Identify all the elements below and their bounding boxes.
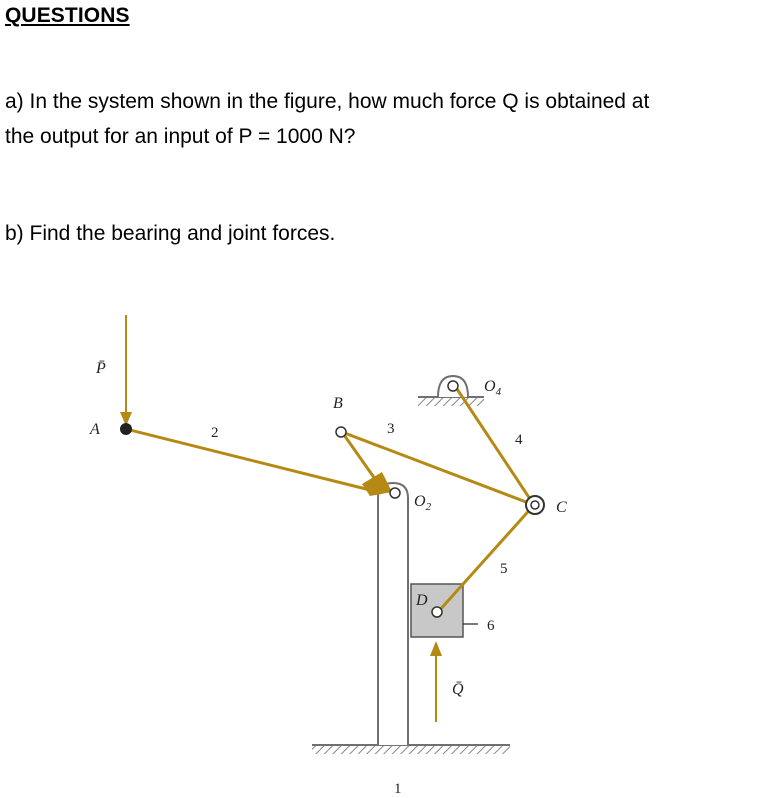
force-q-arrowhead (430, 641, 442, 656)
pin-d (432, 607, 442, 617)
question-a-line-2: the output for an input of P = 1000 N? (5, 125, 356, 148)
pin-a (120, 423, 132, 435)
link-5 (438, 505, 534, 612)
label-b: B (333, 395, 343, 412)
question-b: b) Find the bearing and joint forces. (5, 222, 336, 245)
label-d: D (416, 592, 428, 609)
label-o4: $O_4$ (484, 378, 502, 398)
bellcrank-gusset (362, 472, 392, 496)
pin-b (336, 427, 346, 437)
ground-hatching (312, 745, 510, 754)
pin-c-inner (531, 501, 539, 509)
link-number-1: 1 (394, 781, 402, 797)
label-o2: $O_2$ (414, 493, 432, 513)
label-c: C (556, 499, 567, 516)
label-p: P̄ (96, 360, 106, 377)
label-a: A (90, 421, 100, 438)
label-q: Q̄ (452, 681, 464, 698)
frame-link-1 (378, 483, 408, 745)
link-number-5: 5 (500, 561, 508, 577)
question-a-line-1: a) In the system shown in the figure, how much force Q is obtained at (5, 90, 650, 113)
link-number-3: 3 (387, 421, 395, 437)
link-2 (126, 429, 378, 492)
link-number-6: 6 (487, 618, 495, 634)
link-number-4: 4 (515, 432, 523, 448)
o4-ground-hatching (418, 397, 484, 406)
link-number-2: 2 (211, 425, 219, 441)
pin-o4 (448, 381, 458, 391)
page-heading: QUESTIONS (5, 4, 130, 27)
pin-o2 (390, 488, 400, 498)
